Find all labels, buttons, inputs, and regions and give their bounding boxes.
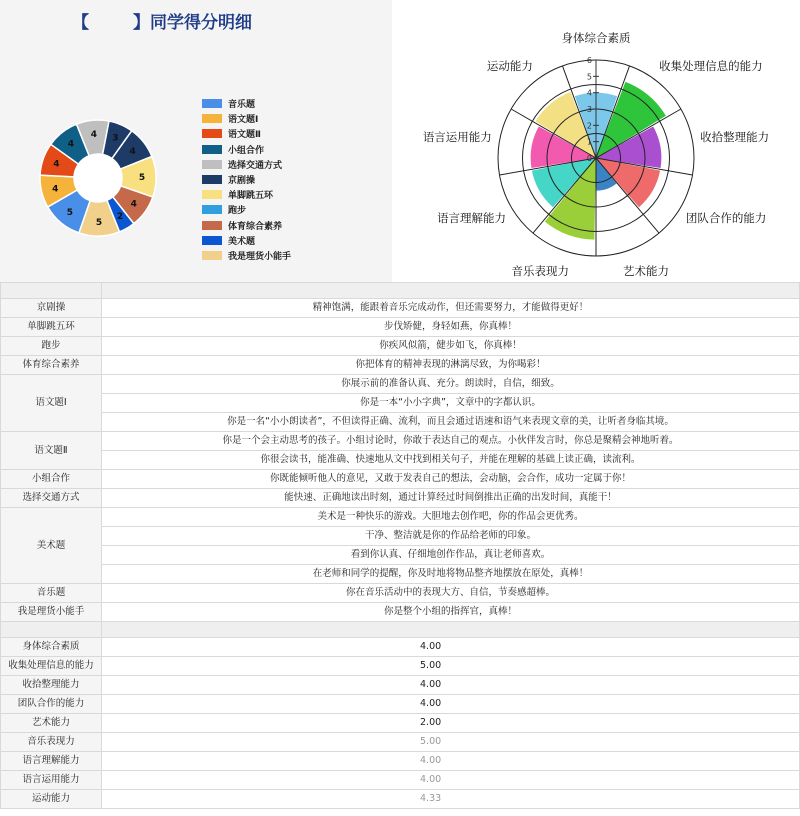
donut-value-label: 4 <box>67 139 74 150</box>
radar-panel <box>392 0 800 282</box>
eval-content: 你是一名“小小朗读者”，不但读得正确、流利，而且会通过语速和语气来表现文章的美，让听者身临其境。 <box>102 413 800 432</box>
legend-item <box>202 233 291 248</box>
eval-item: 选择交通方式 <box>1 489 102 508</box>
eval-content: 你是整个小组的指挥官，真棒！ <box>102 603 800 622</box>
legend-swatch <box>202 251 222 260</box>
radar-axis-label: 收拾整理能力 <box>700 130 770 145</box>
legend-item <box>202 111 291 126</box>
radar-axis-label: 语言理解能力 <box>437 211 507 225</box>
eval-content: 你是一个会主动思考的孩子。小组讨论时，你敢于表达自己的观点。小伙伴发言时，你总是聚精会神地听着。 <box>102 432 800 451</box>
legend-item <box>202 248 291 263</box>
eval-content: 你展示前的准备认真、充分。朗读时，自信，细致。 <box>102 375 800 394</box>
header-item <box>1 283 102 299</box>
ability-name: 收拾整理能力 <box>1 676 102 695</box>
legend-label: 跑步 <box>228 206 247 217</box>
title-bracket-left: 【 <box>72 13 89 33</box>
eval-item: 小组合作 <box>1 470 102 489</box>
table-row <box>1 695 800 714</box>
eval-content: 你把体育的精神表现的淋漓尽致，为你喝彩！ <box>102 356 800 375</box>
table-row <box>1 375 800 394</box>
legend-item <box>202 157 291 172</box>
legend-label: 语文题Ⅰ <box>228 115 259 126</box>
eval-item: 音乐题 <box>1 584 102 603</box>
radar-axis-label: 身体综合素质 <box>561 31 631 45</box>
eval-item: 美术题 <box>1 508 102 584</box>
ability-name: 身体综合素质 <box>1 638 102 657</box>
eval-content: 步伐矫健，身轻如燕，你真棒！ <box>102 318 800 337</box>
eval-content: 你很会读书，能准确、快速地从文中找到相关句子，并能在理解的基础上读正确，读流利。 <box>102 451 800 470</box>
table-row <box>1 565 800 584</box>
eval-content: 在老师和同学的提醒，你及时地将物品整齐地摆放在原处，真棒！ <box>102 565 800 584</box>
ability-score: 5.00 <box>102 733 800 752</box>
table-row <box>1 546 800 565</box>
evaluation-table <box>0 282 800 809</box>
eval-item: 语文题Ⅱ <box>1 432 102 470</box>
table-row <box>1 527 800 546</box>
table-row <box>1 356 800 375</box>
header-ability <box>1 622 102 638</box>
radar-axis-label: 收集处理信息的能力 <box>659 59 763 74</box>
table-row <box>1 584 800 603</box>
legend-item <box>202 172 291 187</box>
ability-name: 艺术能力 <box>1 714 102 733</box>
eval-content: 干净、整洁就是你的作品给老师的印象。 <box>102 527 800 546</box>
table-row <box>1 771 800 790</box>
table-row <box>1 733 800 752</box>
eval-content: 你疾风似箭，健步如飞，你真棒！ <box>102 337 800 356</box>
radar-tick-label: 2 <box>586 121 592 131</box>
radar-chart <box>392 0 800 282</box>
radar-axis-label: 艺术能力 <box>623 263 670 278</box>
eval-item: 京剧操 <box>1 299 102 318</box>
donut-value-label: 3 <box>112 133 119 144</box>
donut-legend <box>202 96 291 263</box>
donut-value-label: 5 <box>138 173 146 184</box>
radar-axis-label: 语言运用能力 <box>422 130 492 145</box>
legend-label: 单脚跳五环 <box>228 191 274 202</box>
radar-axis-label: 运动能力 <box>486 59 533 74</box>
donut-value-label: 4 <box>52 184 59 195</box>
legend-swatch <box>202 175 222 184</box>
table-row <box>1 676 800 695</box>
radar-axis-label: 团队合作的能力 <box>685 211 767 225</box>
radar-tick-label: 1 <box>586 137 592 147</box>
ability-name: 收集处理信息的能力 <box>1 657 102 676</box>
legend-label: 语文题Ⅱ <box>228 130 261 141</box>
table-row <box>1 394 800 413</box>
table-row <box>1 413 800 432</box>
eval-content: 你既能倾听他人的意见，又敢于发表自己的想法，会动脑，会合作，成功一定属于你！ <box>102 470 800 489</box>
ability-header-row <box>1 622 800 638</box>
ability-score: 4.00 <box>102 638 800 657</box>
legend-item <box>202 96 291 111</box>
ability-name: 语言理解能力 <box>1 752 102 771</box>
ability-name: 运动能力 <box>1 790 102 809</box>
table-row <box>1 451 800 470</box>
donut-panel <box>0 0 392 282</box>
ability-score: 4.33 <box>102 790 800 809</box>
ability-score: 4.00 <box>102 695 800 714</box>
ability-score: 2.00 <box>102 714 800 733</box>
eval-content: 能快速、正确地读出时刻，通过计算经过时间倒推出正确的出发时间，真能干！ <box>102 489 800 508</box>
table-row <box>1 714 800 733</box>
charts-area <box>0 0 800 282</box>
header-result <box>102 622 800 638</box>
eval-content: 你是一本“小小字典”，文章中的字都认识。 <box>102 394 800 413</box>
ability-name: 团队合作的能力 <box>1 695 102 714</box>
eval-item: 我是理货小能手 <box>1 603 102 622</box>
radar-tick-label: 3 <box>586 105 592 114</box>
eval-content: 你在音乐活动中的表现大方、自信，节奏感超棒。 <box>102 584 800 603</box>
legend-swatch <box>202 221 222 230</box>
legend-swatch <box>202 145 222 154</box>
legend-label: 美术题 <box>228 236 256 247</box>
legend-item <box>202 202 291 217</box>
donut-value-label: 5 <box>95 217 103 228</box>
ability-score: 4.00 <box>102 676 800 695</box>
table-row <box>1 657 800 676</box>
donut-chart <box>0 0 392 282</box>
eval-item: 语文题Ⅰ <box>1 375 102 432</box>
table-row <box>1 489 800 508</box>
table-row <box>1 790 800 809</box>
donut-hole <box>75 155 122 202</box>
donut-value-label: 4 <box>129 146 136 157</box>
radar-tick-label: 0 <box>586 154 592 163</box>
legend-swatch <box>202 160 222 169</box>
eval-content: 精神饱满，能跟着音乐完成动作，但还需要努力，才能做得更好！ <box>102 299 800 318</box>
legend-label: 音乐题 <box>228 100 256 111</box>
ability-name: 语言运用能力 <box>1 771 102 790</box>
radar-tick-label: 4 <box>586 88 592 98</box>
header-content <box>102 283 800 299</box>
legend-item <box>202 218 291 233</box>
legend-swatch <box>202 190 222 199</box>
eval-item: 体育综合素养 <box>1 356 102 375</box>
table-row <box>1 638 800 657</box>
ability-score: 4.00 <box>102 752 800 771</box>
ability-score: 5.00 <box>102 657 800 676</box>
legend-item <box>202 126 291 141</box>
table-row <box>1 470 800 489</box>
ability-name: 音乐表现力 <box>1 733 102 752</box>
table-row <box>1 508 800 527</box>
title-text: 同学得分明细 <box>150 13 252 33</box>
radar-tick-label: 6 <box>586 56 592 65</box>
title-bracket-right: 】 <box>133 13 150 33</box>
table-row <box>1 752 800 771</box>
table-row <box>1 337 800 356</box>
legend-label: 体育综合素养 <box>228 221 283 232</box>
legend-item <box>202 142 291 157</box>
donut-value-label: 2 <box>116 212 124 223</box>
radar-tick-label: 5 <box>586 72 592 82</box>
legend-label: 选择交通方式 <box>228 160 283 171</box>
donut-value-label: 4 <box>53 159 60 170</box>
legend-swatch <box>202 129 222 138</box>
eval-header-row <box>1 283 800 299</box>
eval-content: 美术是一种快乐的游戏。大胆地去创作吧，你的作品会更优秀。 <box>102 508 800 527</box>
legend-label: 小组合作 <box>228 145 265 156</box>
eval-content: 看到你认真、仔细地创作作品，真让老师喜欢。 <box>102 546 800 565</box>
eval-item: 跑步 <box>1 337 102 356</box>
legend-label: 京剧操 <box>228 176 256 187</box>
donut-value-label: 5 <box>66 207 74 218</box>
radar-axis-label: 音乐表现力 <box>511 263 569 278</box>
table-row <box>1 299 800 318</box>
legend-swatch <box>202 114 222 123</box>
donut-value-label: 4 <box>130 199 137 210</box>
legend-swatch <box>202 99 222 108</box>
donut-value-label: 4 <box>90 130 98 141</box>
table-row <box>1 603 800 622</box>
ability-score: 4.00 <box>102 771 800 790</box>
legend-swatch <box>202 205 222 214</box>
legend-label: 我是理货小能手 <box>228 251 292 262</box>
legend-item <box>202 187 291 202</box>
table-row <box>1 318 800 337</box>
table-row <box>1 432 800 451</box>
legend-swatch <box>202 236 222 245</box>
eval-item: 单脚跳五环 <box>1 318 102 337</box>
